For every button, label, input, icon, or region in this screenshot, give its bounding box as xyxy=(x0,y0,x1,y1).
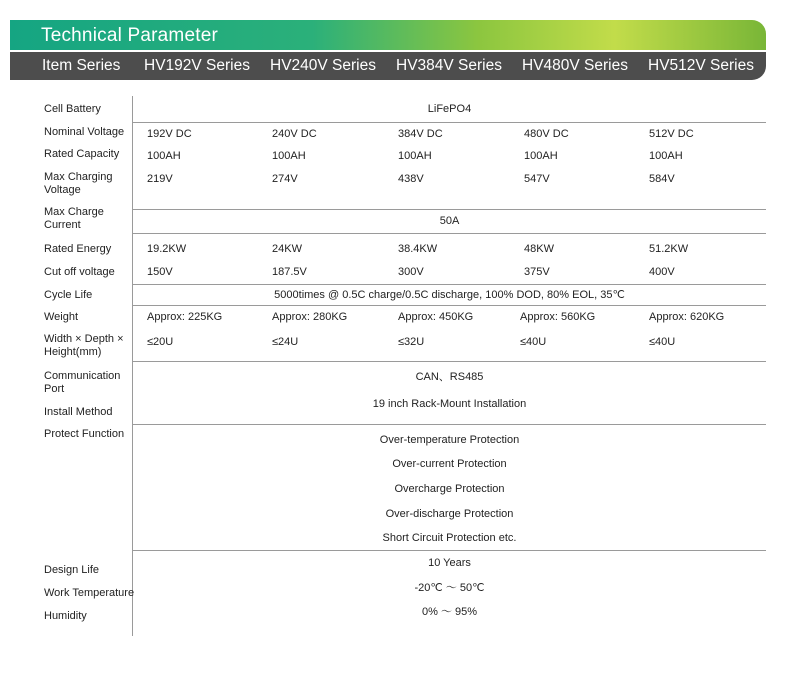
label-design-life: Design Life xyxy=(44,564,100,576)
value-cut-off-voltage: 400V xyxy=(649,266,675,278)
value-protect-function: Over-discharge Protection xyxy=(385,508,514,520)
label-column-divider xyxy=(132,96,133,636)
value-nominal-voltage: 192V DC xyxy=(147,128,192,140)
value-work-temperature: -20℃ 〜 50℃ xyxy=(414,582,485,594)
label-protect-function: Protect Function xyxy=(44,428,125,440)
label-install-method: Install Method xyxy=(44,406,113,418)
series-header-bar xyxy=(10,52,766,80)
value-dimensions: ≤20U xyxy=(147,336,174,348)
label-cycle-life: Cycle Life xyxy=(44,289,93,301)
item-series-label: Item Series xyxy=(42,57,121,74)
row-divider xyxy=(133,284,766,285)
value-nominal-voltage: 480V DC xyxy=(524,128,569,140)
label-rated-energy: Rated Energy xyxy=(44,243,112,255)
value-rated-capacity: 100AH xyxy=(147,150,181,162)
value-dimensions: ≤40U xyxy=(520,336,547,348)
series-hv192v: HV192V Series xyxy=(144,57,250,74)
value-weight: Approx: 280KG xyxy=(272,311,348,323)
label-nominal-voltage: Nominal Voltage xyxy=(44,126,125,138)
label-communication-port-line2: Port xyxy=(44,383,65,395)
series-hv480v: HV480V Series xyxy=(522,57,628,74)
value-rated-energy: 38.4KW xyxy=(398,243,438,255)
title-banner xyxy=(10,20,766,50)
label-dimensions: Width × Depth × xyxy=(44,333,124,345)
value-communication-port: CAN、RS485 xyxy=(415,371,484,383)
value-nominal-voltage: 240V DC xyxy=(272,128,317,140)
value-weight: Approx: 450KG xyxy=(398,311,474,323)
row-divider xyxy=(133,209,766,210)
row-divider xyxy=(133,550,766,551)
value-dimensions: ≤32U xyxy=(398,336,425,348)
series-hv512v: HV512V Series xyxy=(648,57,754,74)
value-cut-off-voltage: 187.5V xyxy=(272,266,307,278)
value-dimensions: ≤40U xyxy=(649,336,676,348)
value-max-charging-voltage: 584V xyxy=(649,173,675,185)
row-divider xyxy=(133,305,766,306)
value-cut-off-voltage: 300V xyxy=(398,266,424,278)
value-max-charging-voltage: 274V xyxy=(272,173,298,185)
row-divider xyxy=(133,233,766,234)
value-cell-battery: LiFePO4 xyxy=(427,103,472,115)
label-weight: Weight xyxy=(44,311,79,323)
value-dimensions: ≤24U xyxy=(272,336,299,348)
label-max-charge-current-line2: Current xyxy=(44,219,81,231)
value-rated-energy: 48KW xyxy=(524,243,554,255)
label-max-charging-voltage: Max Charging xyxy=(44,171,113,183)
value-weight: Approx: 620KG xyxy=(649,311,725,323)
value-cut-off-voltage: 150V xyxy=(147,266,173,278)
value-rated-capacity: 100AH xyxy=(649,150,683,162)
label-max-charge-current: Max Charge xyxy=(44,206,104,218)
value-protect-function: Over-current Protection xyxy=(392,458,507,470)
row-divider xyxy=(133,122,766,123)
value-rated-energy: 51.2KW xyxy=(649,243,689,255)
value-rated-energy: 24KW xyxy=(272,243,302,255)
label-communication-port: Communication xyxy=(44,370,121,382)
row-divider xyxy=(133,424,766,425)
value-rated-capacity: 100AH xyxy=(524,150,558,162)
label-cell-battery: Cell Battery xyxy=(44,103,101,115)
label-max-charging-voltage-line2: Voltage xyxy=(44,184,81,196)
value-humidity: 0% 〜 95% xyxy=(421,606,478,618)
series-hv240v: HV240V Series xyxy=(270,57,376,74)
value-rated-capacity: 100AH xyxy=(398,150,432,162)
page-title: Technical Parameter xyxy=(41,25,218,46)
value-max-charge-current: 50A xyxy=(439,215,460,227)
value-nominal-voltage: 512V DC xyxy=(649,128,694,140)
value-weight: Approx: 225KG xyxy=(147,311,223,323)
label-humidity: Humidity xyxy=(44,610,87,622)
value-cut-off-voltage: 375V xyxy=(524,266,550,278)
series-hv384v: HV384V Series xyxy=(396,57,502,74)
value-design-life: 10 Years xyxy=(428,557,471,569)
value-max-charging-voltage: 547V xyxy=(524,173,550,185)
value-rated-capacity: 100AH xyxy=(272,150,306,162)
value-nominal-voltage: 384V DC xyxy=(398,128,443,140)
label-work-temperature: Work Temperature xyxy=(44,587,135,599)
value-protect-function: Short Circuit Protection etc. xyxy=(382,532,517,544)
value-max-charging-voltage: 438V xyxy=(398,173,424,185)
value-protect-function: Over-temperature Protection xyxy=(379,434,520,446)
value-protect-function: Overcharge Protection xyxy=(394,483,505,495)
label-dimensions-line2: Height(mm) xyxy=(44,346,102,358)
value-weight: Approx: 560KG xyxy=(520,311,596,323)
label-rated-capacity: Rated Capacity xyxy=(44,148,120,160)
value-install-method: 19 inch Rack-Mount Installation xyxy=(372,398,527,410)
value-rated-energy: 19.2KW xyxy=(147,243,187,255)
row-divider xyxy=(133,361,766,362)
value-cycle-life: 5000times @ 0.5C charge/0.5C discharge, 100% DOD, 80% EOL, 35℃ xyxy=(274,289,625,301)
label-cut-off-voltage: Cut off voltage xyxy=(44,266,115,278)
value-max-charging-voltage: 219V xyxy=(147,173,173,185)
